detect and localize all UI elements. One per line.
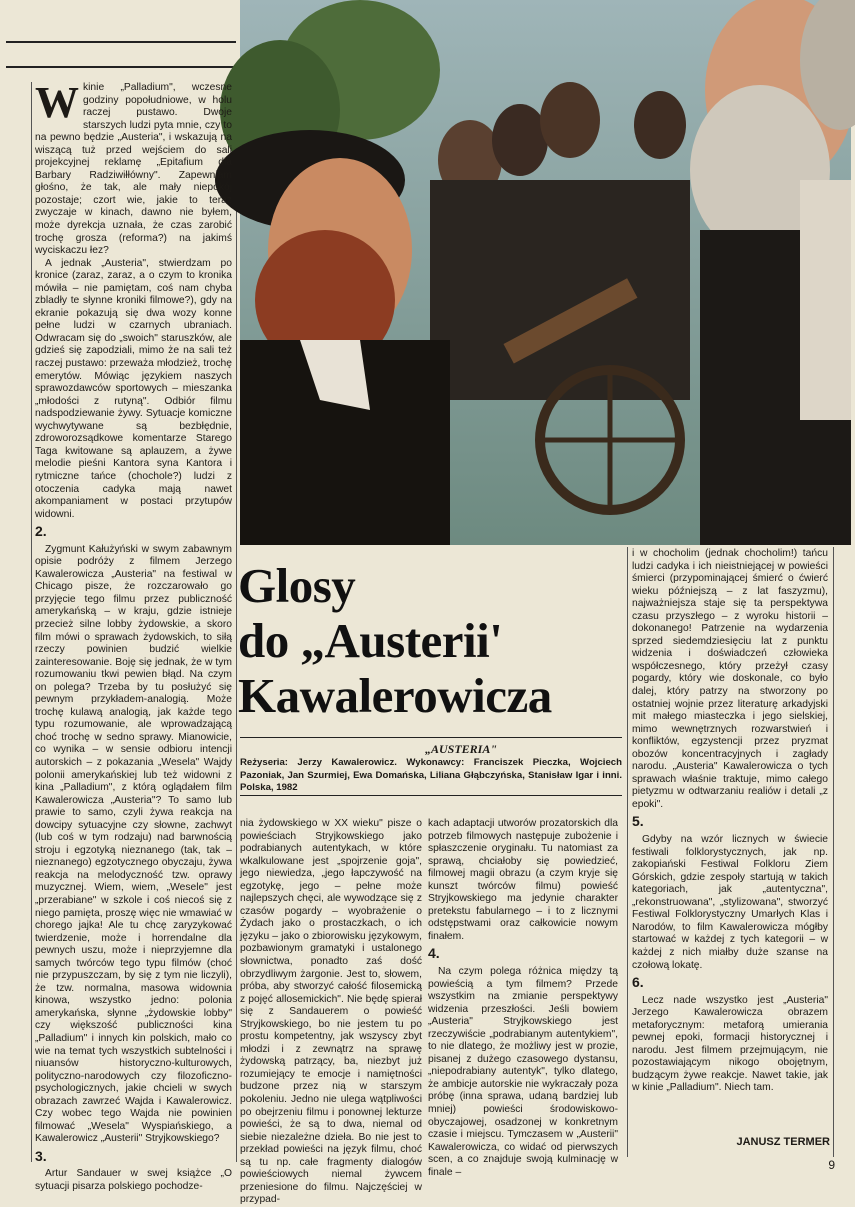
film-info-box [240, 742, 622, 795]
col1-paragraph-1: kinie „Palladium", wczesne godziny popołudniowe, w holu raczej pustawo. Dwoje starszych ludzi pyta mnie, czy to na pewno będzie „Austeria", i wskazują na wiszącą tuż przed wejściem do sali projekcyjnej reklamę „Epitafium dla Barbary Radziwiłłówny". Zapewniam głośno, że tak, ale mały niepokój pozostaje; czort wie, jakie to teraz zwyczaje w kinach, dawno nie byłem, może dyrekcja uznała, że czas zarobić trochę grosza (reforma?) na jakimś wyciskaczu łez? [35, 82, 232, 257]
column-2 [240, 818, 422, 1206]
col4-paragraph-3: Lecz nade wszystko jest „Austeria" Jerzego Kawalerowicza obrazem metaforycznym: metaforą umierania pewnej epoki, formacji historycznej i narodu. Jest filmem przejmującym, nie pozostawiającym nikogo obojętnym, budzącym żywe reakcje. Nawet takie, jak w kinie „Palladium". Niech tam. [632, 994, 828, 1094]
infobox-top-rule [240, 737, 622, 738]
headline-line-3: Kawalerowicza [238, 668, 552, 723]
top-rule-2 [6, 66, 236, 68]
page-number: 9 [828, 1158, 835, 1172]
col2-paragraph-1: nia żydowskiego w XX wieku" pisze o powieściach Stryjkowskiego jako podrabianych autentykach, w które wkalkulowane jest „spojrzenie goja", jego niewiedza, „jego łapczywość na egzotykę, jego – pełne może najlepszych chęci, ale wywodzące się z czasów pogardy – wyobrażenie o Żydach jako o prostaczkach, o ich języku – jako o zbiorowisku językowym, pozbawionym gramatyki i ustalonego słownictwa, ponadto zaś dość obrzydliwym żargonie. Jest to, słowem, próba, aby stworzyć całość filosemicką z pojęć allosemickich". Nie będę spierał się z Sandauerem o powieść Stryjkowskiego, bo nie jestem tu po prostu kompetentny, jak wszyscy zbyt młodzi i z zewnątrz na sprawę żydowską patrzący, ba, niezbyt już rozumiejący te emocje i namiętności budzone przez nią w starszym pokoleniu. Jedno nie ulega wątpliwości po obejrzeniu filmu i ponownej lekturze powieści, że są to dwa, niemal od siebie niezależne dzieła. Bo nie jest to przekład powieści na język filmu, choć są tu np. całe fragmenty dialogów powieściowych niemal żywcem przeniesione do filmu. Najczęściej w przypad- [240, 818, 422, 1206]
col4-paragraph-2: Gdyby na wzór licznych w świecie festiwali folklorystycznych, jak np. zakopiański Festiwal Folkloru Ziem Górskich, gdzie zespoły startują w takich kategoriach, jak „autentyczna", „rekonstruowana", „stylizowana", stworzyć Festiwal Folklorystyczny Umarłych Klas i Narodów, to film Kawalerowicza mógłby startować w każdej z tych kategorii – w każdej z nich miałby duże szanse na czołową lokatę. [632, 834, 828, 971]
col4-border-right [833, 547, 834, 1157]
col4-paragraph-1: i w chocholim (jednak chocholim!) tańcu ludzi cadyka i ich nieistniejącej w powieści śmierci (przypominającej śmierć o ćwierć wieku późniejszą – z lat faszyzmu), najważniejsza staje się ta perspektywa czasu przyszłego – z wyroku historii – dokonanego! Patrzenie na wydarzenia sprzed siedemdziesięciu lat z punktu widzenia i doświadczeń człowieka współczesnego, który przeżył czasy pogardy, który wie doskonale, co było dalej, który patrzy na stworzony po ostatniej wojnie przez literaturę arkadyjski mit małego miasteczka i jego sielskiej, mimo wewnętrznych rozwarstwień i konfliktów, egzystencji przez pryzmat obozów koncentracyjnych i zagłady narodu. „Austeria" Kawalerowicza o tych sprawach właśnie traktuje, mimo całego pietyzmu w odtwarzaniu realiów i detali „z epoki". [632, 548, 828, 810]
headline-line-1: Glosy [238, 558, 356, 613]
col1-paragraph-3: Zygmunt Kałużyński w swym zabawnym opisie podróży z filmem Jerzego Kawalerowicza „Austeria" na festiwal w Chicago pisze, że rozczarowało go przyjęcie tego filmu przez publiczność amerykańską – w kraju, gdzie istnieje przecież silne lobby żydowskie, a skoro film mówi o sprawach żydowskich, to siłą rzeczy powinien budzić wielkie zainteresowanie. Boję się jednak, że w tym rozumowaniu tkwi pewien błąd. Na czym on polega? Trzeba by tu posłużyć się pewnym przykładem-analogią. Może trochę kulawą analogią, jak każde tego typu rozumowanie, ale wprowadzającą choć trochę w sedno sprawy. Mianowicie, co wynika – w sensie odbioru intencji autorskich – z pokazania „Wesela" Wajdy polonii amerykańskiej lub też widowni z kina „Palladium", z którą oglądałem film Kawalerowicza „Austeria"? To samo lub prawie to samo, czyli żywa reakcja na dowcipy sytuacyjne czy słowne, zachwyt (lub coś w tym rodzaju) nad barwnością stroju i egzotyką nieznanego (tak, tak – nieznanego) egzotycznego obyczaju, żywa reakcja na melodyczność tzw. oprawy muzycznej. Wiem, wiem, „Wesele" jest „przerabiane" w szkole i coś niecoś się z niego pamięta, proszę więc nie wmawiać w chorego jajka! Ale tu chcę zaryzykować twierdzenie, może i horrendalne dla pewnych uszu, może i nieprzyjemne dla samych twórców tego typu filmów (choć nie przypuszczam, by się z tym nie liczyli), że tzw. normalna, masowa widownia kinowa, wszystko jedno: polonia amerykańska, słynne „żydowskie lobby" czy większość publiczności kina „Palladium" i innych kin polskich, mało co wie na temat tych wszystkich subtelności i niuansów historyczno-kulturowych, polityczno-narodowych czy filozoficzno-psychologicznych, jakie chcieli w swych obrazach zawrzeć Wajda i Kawalerowicz. Czy wobec tego Wajda nie powinien filmować „Wesela" Wyspiańskiego, a Kawalerowicz „Austerii" Stryjkowskiego? [35, 543, 232, 1145]
col4-border-left [627, 547, 628, 1157]
col3-paragraph-1: kach adaptacji utworów prozatorskich dla potrzeb filmowych następuje zubożenie i spłaszczenie oryginału. Tu natomiast za sprawą, chciałoby się powiedzieć, filmowej magii obrazu (a czym kryje się kunszt twórców filmu) powieść Stryjkowskiego ma jedynie charakter pretekstu fabularnego – i to z licznymi odstępstwami oraz całkowicie nowym finałem. [428, 818, 618, 942]
drop-cap: W [35, 78, 79, 127]
col3-paragraph-2: Na czym polega różnica między tą powieścią a tym filmem? Przede wszystkim na zmianie perspektywy widzenia przeszłości. Jeśli bowiem „Austeria" Stryjkowskiego jest rzeczywiście „podrabianym autentykiem", to nie dlatego, że możliwy jest w prozie, pisanej z dużego czasowego dystansu, „niepodrabiany autentyk", tylko dlatego, że ambicje autorskie nie wykraczały poza próbę (inna sprawa, udaną bardziej lub mniej) powieści środowiskowo-obyczajowej, osadzonej w konkretnym czasie i miejscu. Tymczasem w „Austerii" Kawalerowicza, co widać od pierwszych scen, a co znajduje swoją kulminację w finale – [428, 966, 618, 1178]
col1-paragraph-4: Artur Sandauer w swej książce „O sytuacji pisarza polskiego pochodze- [35, 1168, 232, 1193]
column-1 [35, 78, 232, 1193]
headline-line-2: do „Austerii' [238, 613, 503, 668]
section-number-3: 3. [35, 1147, 47, 1164]
author-signature: JANUSZ TERMER [736, 1136, 830, 1148]
section-number-2: 2. [35, 523, 47, 540]
section-number-6: 6. [632, 974, 644, 991]
article-headline [238, 558, 618, 723]
column-3 [428, 818, 618, 1178]
col1-paragraph-2: A jednak „Austeria", stwierdzam po kronice (zaraz, zaraz, a o czym to kronika mówiła – nie pamiętam, coś nam chyba zbladły te słynne kroniki filmowe?), gdy na ekranie pokazują się dwa wozy konne pełne ludzi w czarnych ubraniach. Odwracam się do „swoich" staruszków, ale gdzieś się zapodziali, mimo że na sali też raczej pustawo: przeważa młodzież, trochę emerytów. Mówiąc językiem naszych sprawozdawców sportowych – mieszanka „młodości z rutyną". Odbiór filmu nadspodziewanie żywy. Sytuacje komiczne wychwytywane są bezbłędnie, zdroworozsądkowe komentarze Starego Taga kwitowane są aplauzem, a żywe melodie pieśni Kantora syna Kantora i rytmiczne tańce (chochole?) ludzi z otoczenia cadyka mają nawet akompaniament w postaci przytupów widowni. [35, 257, 232, 520]
film-title: „AUSTERIA" [424, 742, 498, 756]
section-number-4: 4. [428, 945, 440, 962]
column-4 [632, 548, 828, 1128]
col1-border-right [236, 82, 237, 1162]
film-credits: Reżyseria: Jerzy Kawalerowicz. Wykonawcy: Franciszek Pieczka, Wojciech Pazoniak, Jan Szurmiej, Ewa Domańska, Liliana Głąbczyńska, Stanisław Igar i inni. Polska, 1982 [240, 757, 622, 793]
col1-border-left [31, 82, 32, 1162]
film-still-photo [240, 0, 851, 545]
infobox-bottom-rule [240, 795, 622, 796]
film-still-illustration [240, 0, 851, 545]
section-number-5: 5. [632, 813, 644, 830]
top-rule-1 [6, 41, 236, 43]
